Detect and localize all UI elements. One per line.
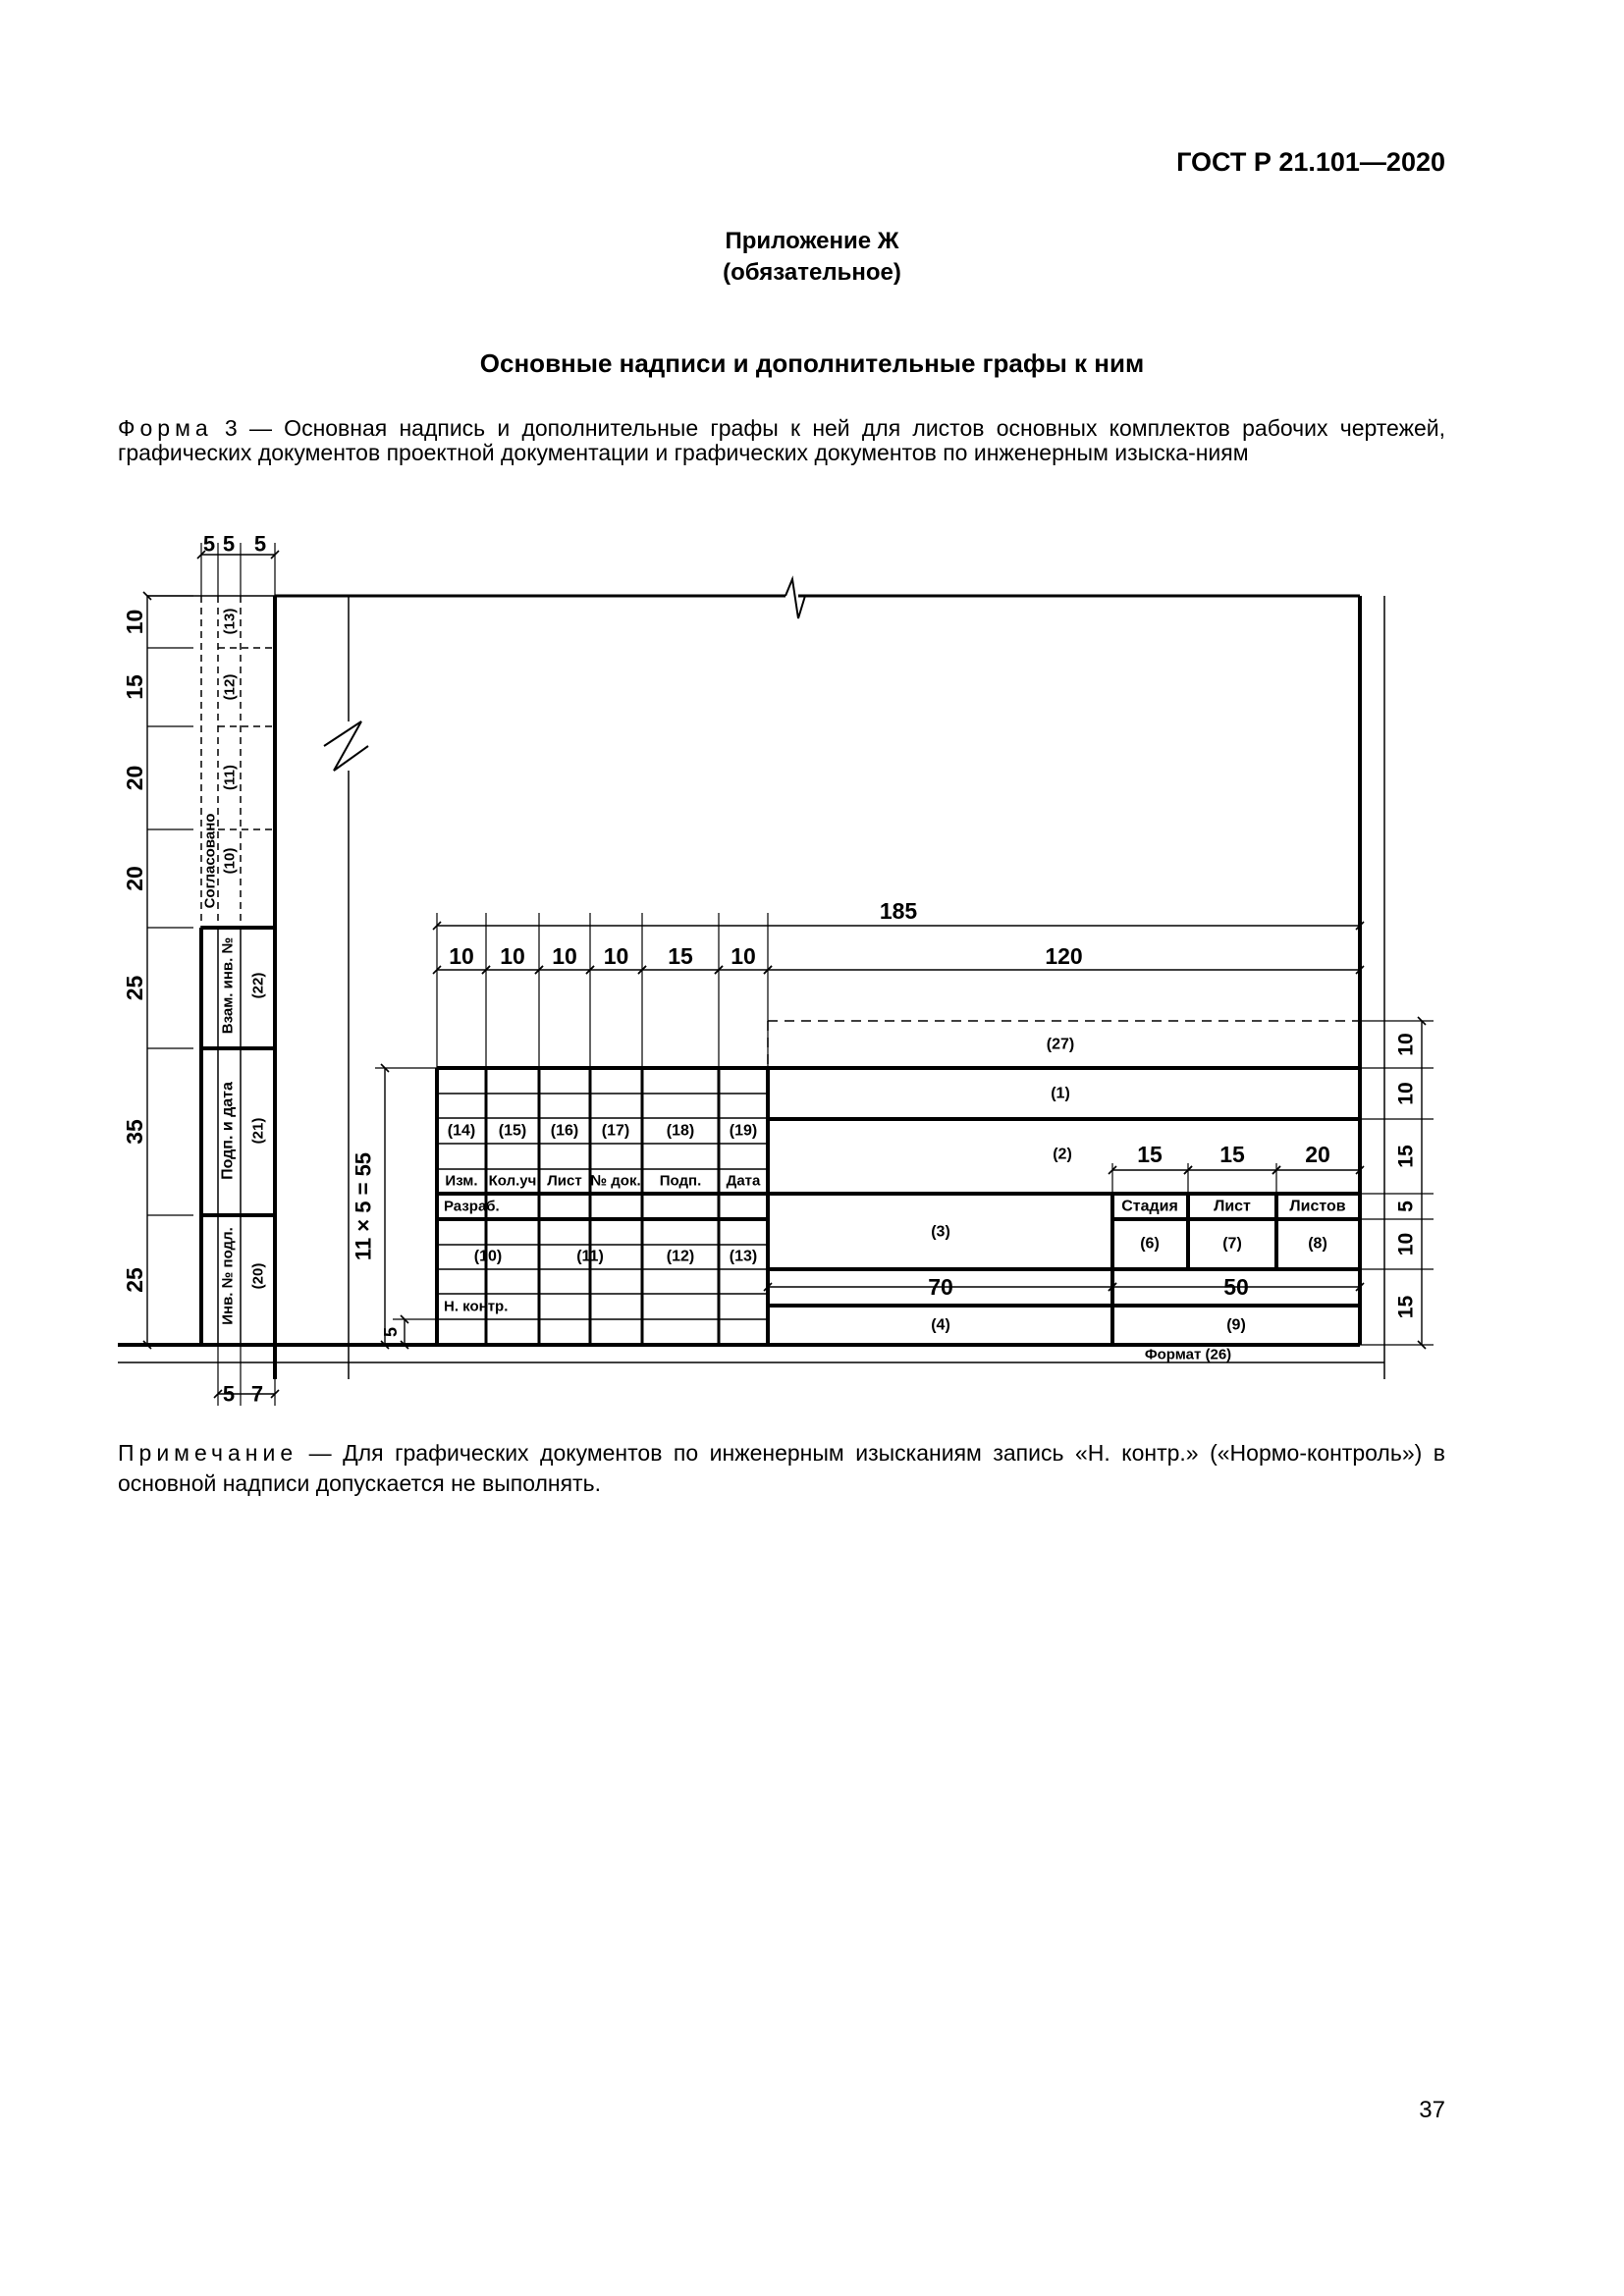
stage-code: (8): [1308, 1235, 1327, 1253]
note-text: — Для графических документов по инженерным изысканиям запись «Н. контр.» («Нормо-контроль») в основной надписи допускается не выполнять.: [118, 1440, 1445, 1496]
format-label: Формат (26): [1144, 1346, 1232, 1363]
left-code: (10): [473, 1248, 503, 1265]
strip-code: (12): [221, 673, 239, 701]
break-mark: [324, 721, 368, 771]
cell-code-2: (2): [1053, 1146, 1072, 1163]
row-label-razrab: Разраб.: [444, 1198, 500, 1215]
column-width-text: 15: [668, 943, 693, 969]
change-header: Дата: [726, 1172, 761, 1190]
small-dim-text: 5: [381, 1326, 401, 1338]
right-dim-text: 15: [1394, 1145, 1418, 1168]
total-width-text: 185: [879, 898, 918, 924]
left-code: (12): [666, 1248, 695, 1265]
form-caption-text: 3 — Основная надпись и дополнительные графы к ней для листов основных комплектов рабочих чертежей, графических документов проектной документации и графических документов по инженерным изыска-ниям: [118, 415, 1445, 465]
left-dim-text: 20: [122, 765, 147, 791]
cell-code-1: (1): [1051, 1085, 1070, 1102]
break-mark: [785, 579, 805, 618]
dim-text: 5: [253, 531, 267, 557]
left-dim-text: 20: [122, 866, 147, 891]
stage-header: Лист: [1214, 1198, 1251, 1215]
stage-dim-text: 20: [1305, 1142, 1330, 1167]
change-code: (19): [729, 1122, 758, 1140]
left-dim-text: 25: [122, 975, 147, 1001]
page-number: 37: [1419, 2097, 1445, 2123]
strip-label-inv-podl: Инв. № подл.: [219, 1227, 237, 1325]
section-title: Основные надписи и дополнительные графы к ним: [479, 348, 1145, 378]
left-dim-text: 35: [122, 1119, 147, 1145]
column-width-text: 10: [449, 943, 474, 969]
strip-label-vzam-inv: Взам. инв. №: [219, 936, 237, 1035]
note: [118, 1438, 1445, 1499]
dim-text: 5: [202, 531, 216, 557]
bottom-dim-text: 50: [1223, 1274, 1249, 1300]
height-dim-text: 11 × 5 = 55: [351, 1151, 376, 1261]
change-header: № док.: [590, 1172, 641, 1190]
change-code: (14): [447, 1122, 476, 1140]
strip-code: (10): [221, 847, 239, 875]
column-width-text: 120: [1045, 943, 1083, 969]
dim-text: 7: [250, 1381, 264, 1407]
stage-dim-text: 15: [1137, 1142, 1163, 1167]
cell-code-4: (4): [931, 1316, 950, 1334]
bottom-dim-text: 70: [928, 1274, 953, 1300]
right-dim-text: 10: [1394, 1033, 1418, 1056]
column-width-text: 10: [731, 943, 756, 969]
cell-code-27: (27): [1046, 1036, 1075, 1053]
dim-text: 5: [222, 1381, 236, 1407]
strip-code: (22): [249, 972, 267, 999]
stage-code: (6): [1140, 1235, 1160, 1253]
document-number: ГОСТ Р 21.101—2020: [1176, 147, 1445, 177]
left-dim-text: 15: [122, 674, 147, 700]
stage-dim-text: 15: [1219, 1142, 1245, 1167]
stage-code: (7): [1222, 1235, 1242, 1253]
strip-code: (20): [249, 1262, 267, 1290]
cell-code-9: (9): [1226, 1316, 1246, 1334]
left-code: (13): [729, 1248, 758, 1265]
column-width-text: 10: [500, 943, 525, 969]
change-header: Изм.: [445, 1172, 478, 1190]
left-dim-text: 10: [122, 609, 147, 635]
change-header: Лист: [547, 1172, 582, 1190]
stage-header: Листов: [1289, 1198, 1346, 1215]
left-dim-text: 25: [122, 1267, 147, 1293]
appendix-status: (обязательное): [723, 259, 901, 286]
appendix-title: Приложение Ж: [725, 228, 899, 254]
change-code: (16): [550, 1122, 579, 1140]
right-dim-text: 5: [1394, 1201, 1418, 1212]
right-dim-text: 10: [1394, 1232, 1418, 1256]
strip-label-podp-data: Подп. и дата: [219, 1082, 237, 1180]
form-caption-label: Форма: [118, 415, 213, 441]
change-code: (15): [498, 1122, 527, 1140]
change-code: (18): [666, 1122, 695, 1140]
change-code: (17): [601, 1122, 630, 1140]
strip-code: (11): [221, 765, 239, 790]
left-code: (11): [576, 1248, 604, 1265]
change-header: Кол.уч: [488, 1172, 537, 1190]
change-header: Подп.: [659, 1172, 702, 1190]
strip-code: (13): [221, 608, 239, 635]
right-dim-text: 10: [1394, 1082, 1418, 1105]
cell-code-3: (3): [931, 1223, 950, 1241]
row-label-n-kontr: Н. контр.: [444, 1298, 509, 1315]
strip-label-soglasovano: Согласовано: [201, 813, 219, 909]
dim-text: 5: [222, 531, 236, 557]
stage-header: Стадия: [1121, 1198, 1178, 1215]
right-dim-text: 15: [1394, 1295, 1418, 1319]
column-width-text: 10: [552, 943, 577, 969]
note-label: Примечание: [118, 1440, 298, 1466]
strip-code: (21): [249, 1117, 267, 1145]
column-width-text: 10: [603, 943, 629, 969]
